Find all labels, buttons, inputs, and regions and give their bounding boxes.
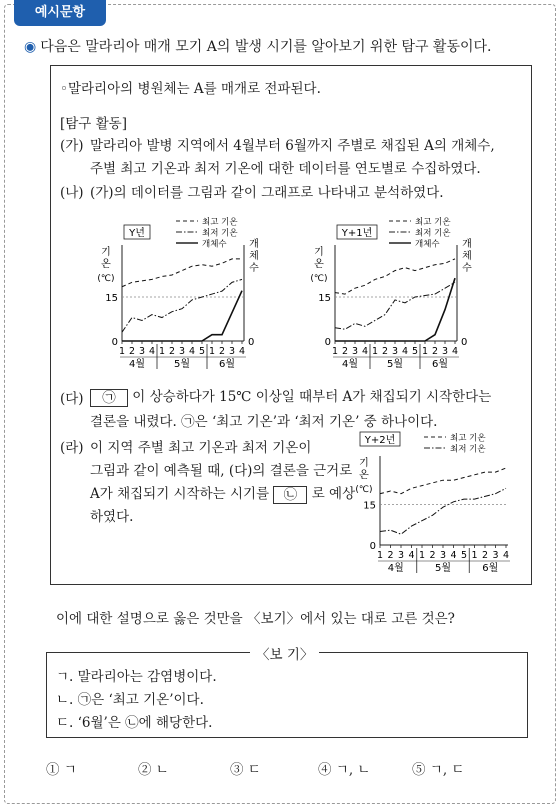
x-tick-label: 1 (208, 346, 216, 357)
question-text: 다음은 말라리아 매개 모기 A의 발생 시기를 알아보기 위한 탐구 활동이다. (40, 39, 492, 55)
x-tick-label: 2 (431, 346, 439, 357)
y-tick-label: 0 (111, 337, 118, 348)
step-da-line1 (90, 385, 491, 407)
chart-title: Y년 (129, 228, 145, 239)
right-axis-label: 체 (249, 251, 259, 262)
x-tick-label: 1 (471, 550, 478, 561)
question-bullet-icon: ◉ (24, 39, 37, 55)
legend-label: 최고 기온 (450, 433, 486, 444)
month-label: 4월 (128, 359, 146, 370)
series-line (335, 278, 455, 341)
y-axis-unit: (℃) (310, 274, 328, 284)
month-label: 6월 (431, 359, 449, 370)
right-axis-label: 개 (462, 239, 472, 250)
month-label: 4월 (387, 563, 404, 574)
series-line (122, 291, 242, 341)
question-stem (24, 36, 491, 56)
x-tick-label: 3 (351, 346, 359, 357)
right-tick-label: 0 (248, 337, 255, 348)
step-na-line: (가)의 데이터를 그림과 같이 그래프로 나타내고 분석하였다. (90, 185, 444, 201)
y-tick-label: 15 (105, 293, 118, 304)
legend-label: 최고 기온 (202, 217, 238, 228)
x-tick-label: 3 (439, 550, 447, 561)
y-axis-unit: (℃) (355, 485, 373, 495)
x-tick-label: 4 (361, 346, 369, 357)
legend-label: 개체수 (415, 239, 440, 250)
bogi-title: 〈보 기〉 (250, 643, 319, 663)
series-line (122, 259, 242, 287)
y-tick-label: 0 (324, 337, 331, 348)
x-tick-label: 4 (148, 346, 156, 357)
choice-4[interactable]: ④ ㄱ, ㄴ (318, 762, 371, 778)
prompt-text: 이에 대한 설명으로 옳은 것만을 〈보기〉에서 있는 대로 고른 것은? (56, 611, 455, 627)
y-axis-unit: (℃) (97, 274, 115, 284)
x-tick-label: 3 (228, 346, 236, 357)
chart-title: Y+1년 (341, 228, 373, 239)
x-tick-label: 3 (441, 346, 449, 357)
step-ra-line3-post: 로 예상 (311, 486, 356, 502)
x-tick-label: 4 (401, 346, 409, 357)
step-ra-line3-pre: A가 채집되기 시작하는 시기를 (90, 486, 270, 502)
legend-label: 최저 기온 (202, 228, 238, 239)
y-tick-label: 0 (369, 541, 376, 552)
y-axis-label: 온 (101, 259, 111, 270)
chart-year-y (92, 213, 267, 380)
legend-label: 개체수 (202, 239, 227, 250)
step-ga-line1: 말라리아 발병 지역에서 4월부터 6월까지 주별로 채집된 A의 개체수, (90, 138, 495, 154)
x-tick-label: 3 (397, 550, 405, 561)
x-tick-label: 3 (391, 346, 399, 357)
step-ra-line3 (90, 482, 355, 504)
step-da-label: (다) (60, 391, 84, 407)
chart-title: Y+2년 (364, 435, 396, 446)
example-question-tag: 예시문항 (14, 0, 106, 26)
step-na-label: (나) (60, 185, 84, 201)
x-tick-label: 2 (429, 550, 436, 561)
x-tick-label: 2 (218, 346, 226, 357)
x-tick-label: 5 (460, 550, 468, 561)
y-axis-label: 기 (359, 458, 369, 469)
step-ra-line4: 하였다. (90, 509, 134, 525)
x-tick-label: 3 (178, 346, 186, 357)
bogi-item-2: ㄴ. ㉠은 ‘최고 기온’이다. (56, 692, 204, 708)
month-label: 6월 (218, 359, 236, 370)
chart-year-y-plus-2 (350, 428, 525, 583)
x-tick-label: 2 (481, 550, 489, 561)
y-axis-label: 온 (359, 470, 369, 481)
step-ra-line1: 이 지역 주별 최고 기온과 최저 기온이 (90, 440, 312, 456)
x-tick-label: 1 (418, 550, 426, 561)
choice-5[interactable]: ⑤ ㄱ, ㄷ (412, 762, 465, 778)
x-tick-label: 4 (238, 346, 246, 357)
y-axis-label: 기 (101, 247, 111, 258)
x-tick-label: 4 (451, 346, 459, 357)
intro-text: ◦말라리아의 병원체는 A를 매개로 전파된다. (60, 81, 321, 97)
step-ga-line2: 주별 최고 기온과 최저 기온에 대한 데이터를 연도별로 수집하였다. (90, 161, 481, 177)
y-axis-label: 온 (314, 259, 324, 270)
bogi-item-1: ㄱ. 말라리아는 감염병이다. (56, 669, 217, 685)
series-line (380, 468, 506, 494)
step-da-line2: 결론을 내렸다. ㉠은 ‘최고 기온’과 ‘최저 기온’ 중 하나이다. (90, 414, 438, 430)
bogi-item-3: ㄷ. ‘6월’은 ㉡에 해당한다. (56, 715, 213, 731)
y-tick-label: 15 (363, 500, 376, 512)
month-label: 5월 (386, 359, 404, 370)
x-tick-label: 1 (118, 346, 126, 357)
x-tick-label: 2 (168, 346, 176, 357)
y-tick-label: 15 (318, 293, 331, 304)
right-axis-label: 체 (462, 251, 472, 262)
choice-3[interactable]: ③ ㄷ (230, 762, 261, 778)
x-tick-label: 5 (198, 346, 206, 357)
right-axis-label: 개 (249, 239, 259, 250)
x-tick-label: 2 (381, 346, 389, 357)
series-line (380, 488, 506, 534)
blank-giyeok: ㉠ (90, 389, 128, 407)
step-da-line1-text: 이 상승하다가 15℃ 이상일 때부터 A가 채집되기 시작한다는 (132, 389, 492, 405)
x-tick-label: 2 (387, 550, 394, 561)
x-tick-label: 4 (502, 550, 510, 561)
step-ga-label: (가) (60, 138, 84, 154)
y-axis-label: 기 (314, 247, 324, 258)
step-ra-line2: 그림과 같이 예측될 때, (다)의 결론을 근거로 (90, 463, 353, 479)
choice-2[interactable]: ② ㄴ (138, 762, 169, 778)
legend-label: 최저 기온 (450, 444, 486, 455)
series-line (122, 279, 242, 332)
chart-year-y-plus-1 (305, 213, 480, 380)
choice-1[interactable]: ① ㄱ (46, 762, 77, 778)
x-tick-label: 1 (371, 346, 379, 357)
x-tick-label: 3 (138, 346, 146, 357)
x-tick-label: 1 (421, 346, 429, 357)
blank-nieun: ㉡ (273, 486, 307, 504)
x-tick-label: 3 (492, 550, 499, 561)
right-tick-label: 0 (461, 337, 468, 348)
x-tick-label: 2 (341, 346, 349, 357)
legend-label: 최고 기온 (415, 217, 451, 228)
x-tick-label: 1 (158, 346, 166, 357)
x-tick-label: 2 (128, 346, 136, 357)
legend-label: 최저 기온 (415, 228, 451, 239)
step-ra-label: (라) (60, 440, 84, 456)
x-tick-label: 5 (411, 346, 419, 357)
month-label: 4월 (341, 359, 359, 370)
activity-title: [탐구 활동] (60, 116, 127, 132)
right-axis-label: 수 (249, 263, 259, 274)
x-tick-label: 4 (450, 550, 457, 561)
month-label: 5월 (173, 359, 191, 370)
month-label: 6월 (482, 563, 499, 574)
x-tick-label: 4 (408, 550, 415, 561)
x-tick-label: 1 (376, 550, 384, 561)
series-line (335, 259, 455, 294)
x-tick-label: 1 (331, 346, 339, 357)
series-line (335, 282, 455, 329)
x-tick-label: 4 (188, 346, 196, 357)
right-axis-label: 수 (462, 263, 472, 274)
month-label: 5월 (434, 563, 452, 574)
